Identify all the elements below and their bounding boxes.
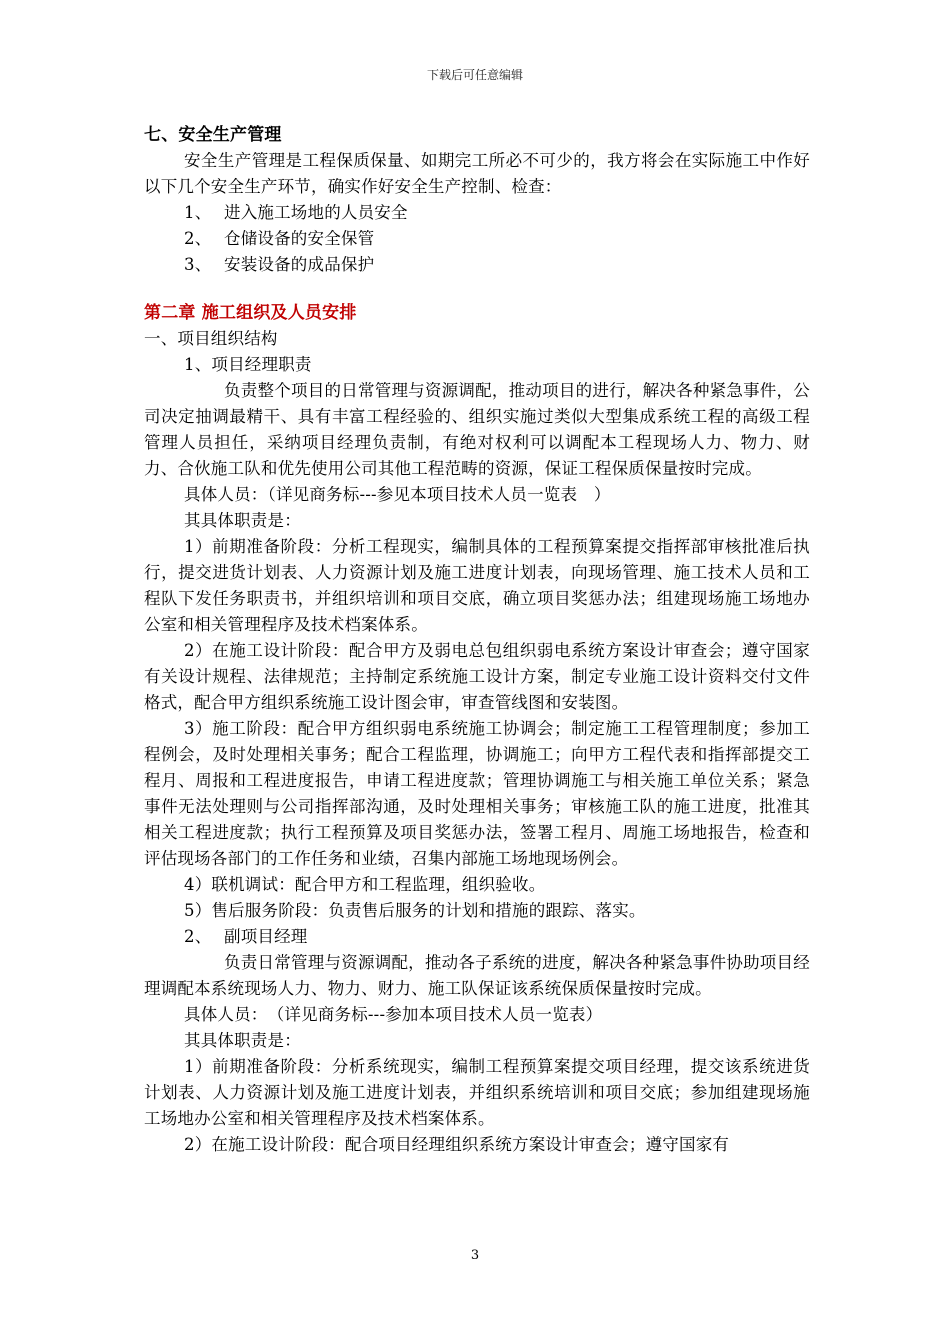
dpm-duty-item: 2）在施工设计阶段：配合项目经理组织系统方案设计审查会；遵守国家有 bbox=[184, 1135, 730, 1154]
pm-duty-item: 4）联机调试：配合甲方和工程监理，组织验收。 bbox=[184, 875, 546, 894]
pm-duty-item: 1）前期准备阶段：分析工程现实，编制具体的工程预算案提交指挥部审核批准后执行，提交进货计划表、人力资源计划及施工进度计划表，向现场管理、施工技术人员和工程队下发任务职责书，并组织培训和项目交底，确立项目奖惩办法；组建现场施工场地办公室和相关管理程序及技术档案体系。 bbox=[144, 537, 810, 634]
pm-personnel: 具体人员：（详见商务标---参见本项目技术人员一览表 ） bbox=[184, 485, 611, 504]
section-intro: 安全生产管理是工程保质保量、如期完工所必不可少的，我方将会在实际施工中作好以下几个安全生产环节，确实作好安全生产控制、检查： bbox=[144, 151, 810, 196]
list-item: 2、 仓储设备的安全保管 bbox=[184, 229, 375, 248]
document-body bbox=[144, 122, 810, 1158]
pm-duty-item: 2）在施工设计阶段：配合甲方及弱电总包组织弱电系统方案设计审查会；遵守国家有关设计规程、法律规范；主持制定系统施工设计方案，制定专业施工设计资料交付文件格式，配合甲方组织系统施工设计图会审，审查管线图和安装图。 bbox=[144, 641, 810, 712]
pm-heading: 1、项目经理职责 bbox=[184, 355, 312, 374]
page-number: 3 bbox=[470, 1248, 480, 1263]
page-header-note: 下载后可任意编辑 bbox=[426, 68, 523, 82]
dpm-personnel: 具体人员： （详见商务标---参加本项目技术人员一览表） bbox=[184, 1005, 603, 1024]
list-item: 3、 安装设备的成品保护 bbox=[184, 255, 375, 274]
pm-description: 负责整个项目的日常管理与资源调配，推动项目的进行，解决各种紧急事件，公司决定抽调最精干、具有丰富工程经验的、组织实施过类似大型集成系统工程的高级工程管理人员担任，采纳项目经理负责制，有绝对权利可以调配本工程现场人力、物力、财力、合伙施工队和优先使用公司其他工程范畴的资源，保证工程保质保量按时完成。 bbox=[144, 381, 810, 478]
dpm-duties-label: 其具体职责是： bbox=[184, 1031, 301, 1050]
chapter-title: 第二章 施工组织及人员安排 bbox=[144, 303, 357, 323]
list-item: 1、 进入施工场地的人员安全 bbox=[184, 203, 408, 222]
subsection-title: 一、项目组织结构 bbox=[144, 329, 278, 348]
section-title: 七、安全生产管理 bbox=[144, 125, 282, 145]
dpm-duty-item: 1）前期准备阶段：分析系统现实，编制工程预算案提交项目经理，提交该系统进货计划表、人力资源计划及施工进度计划表，并组织系统培训和项目交底；参加组建现场施工场地办公室和相关管理程序及技术档案体系。 bbox=[144, 1057, 810, 1128]
pm-duties-label: 其具体职责是： bbox=[184, 511, 301, 530]
pm-duty-item: 5）售后服务阶段：负责售后服务的计划和措施的跟踪、落实。 bbox=[184, 901, 646, 920]
dpm-description: 负责日常管理与资源调配，推动各子系统的进度，解决各种紧急事件协助项目经理调配本系统现场人力、物力、财力、施工队保证该系统保质保量按时完成。 bbox=[144, 953, 810, 998]
dpm-heading: 2、 副项目经理 bbox=[184, 927, 308, 946]
pm-duty-item: 3）施工阶段：配合甲方组织弱电系统施工协调会；制定施工工程管理制度；参加工程例会，及时处理相关事务；配合工程监理，协调施工；向甲方工程代表和指挥部提交工程月、周报和工程进度报告，申请工程进度款；管理协调施工与相关施工单位关系；紧急事件无法处理则与公司指挥部沟通，及时处理相关事务；审核施工队的施工进度，批准其相关工程进度款；执行工程预算及项目奖惩办法，签署工程月、周施工场地报告，检查和评估现场各部门的工作任务和业绩，召集内部施工场地现场例会。 bbox=[144, 719, 810, 868]
